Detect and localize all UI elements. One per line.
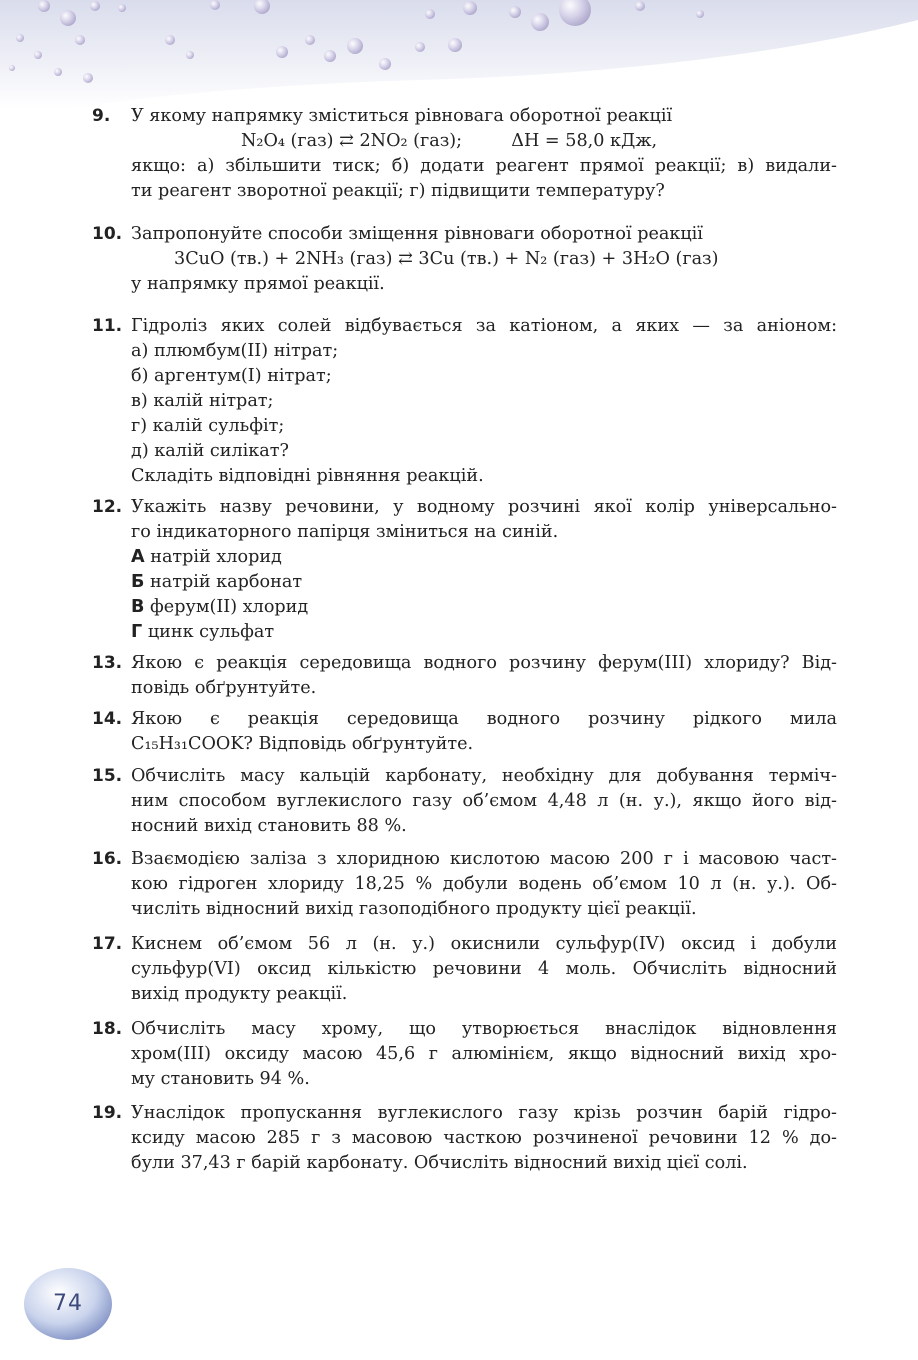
task-body: [131, 495, 837, 645]
task-body: [131, 222, 837, 297]
task-text-line: у напрямку прямої реакції.: [131, 274, 385, 294]
task-text-line: ксиду масою 285 г з масовою часткою розчиненої речовини 12 % до-: [131, 1128, 837, 1148]
task-text-line: Укажіть назву речовини, у водному розчині якої колір універсально-: [131, 497, 837, 517]
equation: [131, 129, 837, 154]
answer-option-d: [131, 620, 837, 645]
option-letter: В: [131, 597, 145, 617]
task-text-line: сульфур(VI) оксид кількістю речовини 4 моль. Обчисліть відносний: [131, 959, 837, 979]
task-number: 14.: [92, 709, 123, 729]
decorative-bubble-banner: [0, 0, 918, 110]
task-text-line: носний вихід становить 88 %.: [131, 816, 407, 836]
task-text-line: Киснем об’ємом 56 л (н. у.) окиснили сульфур(IV) оксид і добули: [131, 934, 837, 954]
task-body: [131, 314, 837, 489]
task-text-line: Взаємодією заліза з хлоридною кислотою масою 200 г і масовою част-: [131, 849, 837, 869]
option-text: ферум(II) хлорид: [150, 597, 309, 617]
equation: 3CuO (тв.) + 2NH₃ (газ) ⇄ 3Cu (тв.) + N₂ (газ) + 3H₂O (газ): [174, 249, 719, 269]
task-text-line: кою гідроген хлориду 18,25 % добули водень об’ємом 10 л (н. у.). Об-: [131, 874, 837, 894]
task-body: [131, 104, 837, 204]
option-letter: Б: [131, 572, 145, 592]
task-number: 11.: [92, 316, 123, 336]
task-option: г) калій сульфіт;: [131, 416, 285, 436]
task-number: 16.: [92, 849, 123, 869]
task-body: [131, 707, 837, 757]
task-body: [131, 651, 837, 701]
task-text-line: числіть відносний вихід газоподібного продукту цієї реакції.: [131, 899, 697, 919]
task-body: [131, 1101, 837, 1176]
task-number: 9.: [92, 106, 111, 126]
equation-right: ΔH = 58,0 кДж,: [511, 131, 658, 151]
task-text-line: Гідроліз яких солей відбувається за катіоном, а яких — за аніоном:: [131, 316, 837, 336]
task-number: 19.: [92, 1103, 123, 1123]
task-text-line: якщо: а) збільшити тиск; б) додати реагент прямої реакції; в) видали-: [131, 156, 837, 176]
equation-left: N₂O₄ (газ) ⇄ 2NO₂ (газ);: [241, 131, 463, 151]
task-text-line: го індикаторного папірця зміниться на синій.: [131, 522, 559, 542]
task-option: в) калій нітрат;: [131, 391, 274, 411]
task-text-line: ти реагент зворотної реакції; г) підвищити температуру?: [131, 181, 665, 201]
option-text: натрій карбонат: [150, 572, 303, 592]
task-text-line: У якому напрямку зміститься рівновага оборотної реакції: [131, 106, 673, 126]
task-text-line: Обчисліть масу хрому, що утворюється внаслідок відновлення: [131, 1019, 837, 1039]
task-text-line: повідь обґрунтуйте.: [131, 678, 317, 698]
option-text: цинк сульфат: [147, 622, 275, 642]
task-number: 17.: [92, 934, 123, 954]
task-text-line: Якою є реакція середовища водного розчину рідкого мила: [131, 709, 837, 729]
task-body: [131, 932, 837, 1007]
option-letter: Г: [131, 622, 143, 642]
page-number: 74: [53, 1291, 83, 1316]
task-text-line: були 37,43 г барій карбонату. Обчисліть відносний вихід цієї солі.: [131, 1153, 748, 1173]
task-option: б) аргентум(I) нітрат;: [131, 366, 332, 386]
task-text-line: вихід продукту реакції.: [131, 984, 348, 1004]
task-text-line: му становить 94 %.: [131, 1069, 310, 1089]
option-letter: А: [131, 547, 145, 567]
task-text-line: ним способом вуглекислого газу об’ємом 4,48 л (н. у.), якщо його від-: [131, 791, 837, 811]
task-text-line: Якою є реакція середовища водного розчину ферум(III) хлориду? Від-: [131, 653, 837, 673]
task-body: [131, 847, 837, 922]
task-number: 10.: [92, 224, 123, 244]
task-text-line: Обчисліть масу кальцій карбонату, необхідну для добування терміч-: [131, 766, 837, 786]
answer-option-a: [131, 545, 837, 570]
answer-option-c: [131, 595, 837, 620]
task-text-line: Запропонуйте способи зміщення рівноваги оборотної реакції: [131, 224, 703, 244]
task-text-line: C₁₅H₃₁COOK? Відповідь обґрунтуйте.: [131, 734, 474, 754]
task-body: [131, 1017, 837, 1092]
task-number: 15.: [92, 766, 123, 786]
task-body: [131, 764, 837, 839]
task-option: а) плюмбум(II) нітрат;: [131, 341, 339, 361]
task-number: 13.: [92, 653, 123, 673]
option-text: натрій хлорид: [150, 547, 282, 567]
task-option: д) калій силікат?: [131, 441, 289, 461]
task-number: 18.: [92, 1019, 123, 1039]
task-number: 12.: [92, 497, 123, 517]
answer-option-b: [131, 570, 837, 595]
task-text-line: Унаслідок пропускання вуглекислого газу крізь розчин барій гідро-: [131, 1103, 837, 1123]
task-text-line: хром(III) оксиду масою 45,6 г алюмінієм, якщо відносний вихід хро-: [131, 1044, 837, 1064]
task-text-line: Складіть відповідні рівняння реакцій.: [131, 466, 484, 486]
